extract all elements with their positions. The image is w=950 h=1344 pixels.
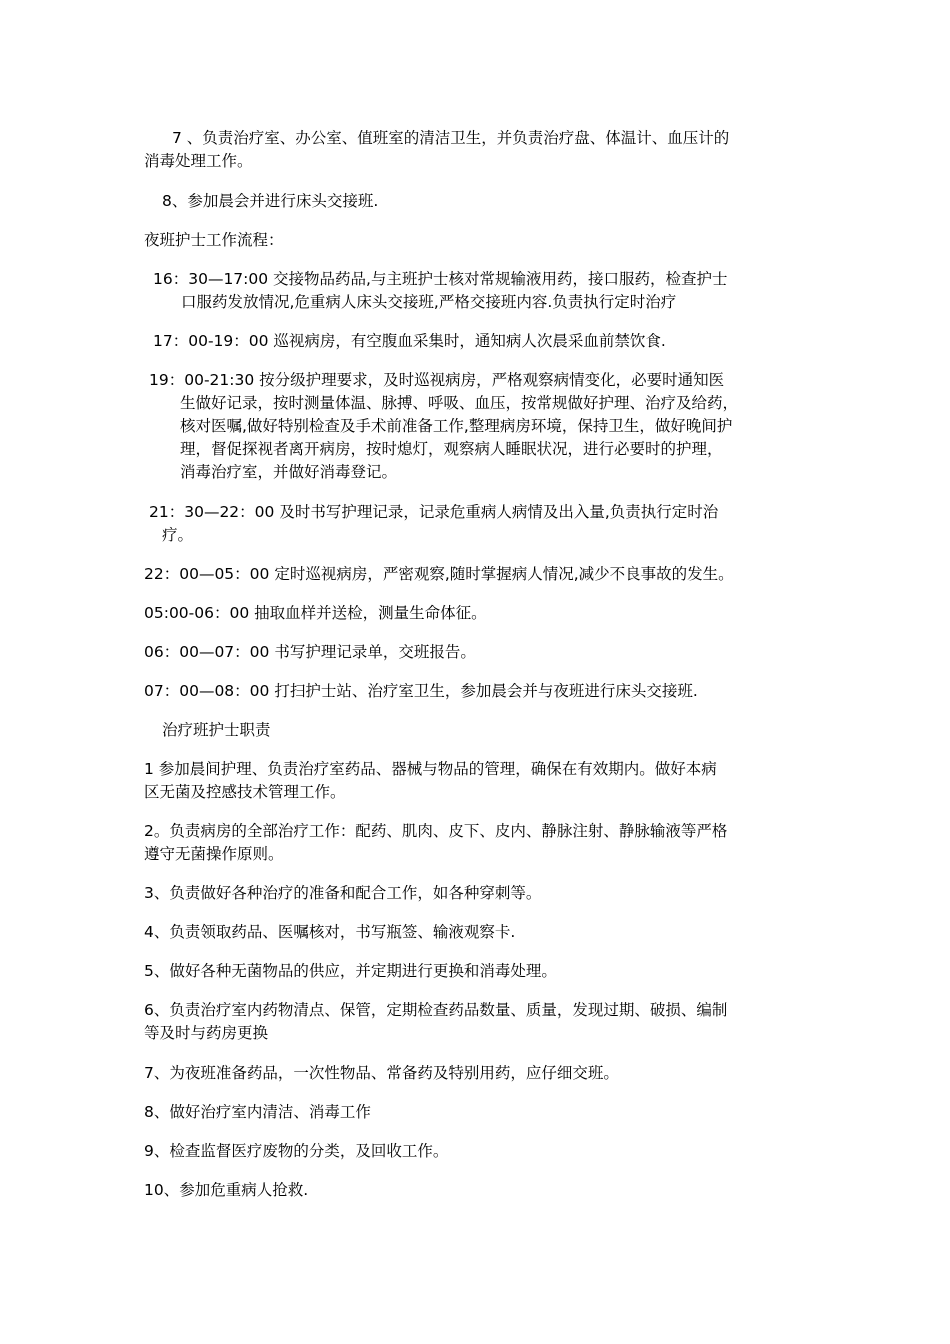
text-line: 06：00—07：00 书写护理记录单，交班报告。: [144, 643, 476, 661]
paragraph-1700-1900: [153, 330, 666, 353]
text-line: 理，督促探视者离开病房，按时熄灯，观察病人睡眠状况，进行必要时的护理，: [180, 440, 723, 458]
text-line: 07：00—08：00 打扫护士站、治疗室卫生，参加晨会并与夜班进行床头交接班.: [144, 682, 698, 700]
text-line: 21：30—22：00 及时书写护理记录，记录危重病人病情及出入量,负责执行定时治: [149, 503, 719, 521]
paragraph-duty-6: [144, 999, 727, 1045]
paragraph-1630-1700: [153, 268, 727, 314]
paragraph-duty-3: [144, 882, 541, 905]
paragraph-duty-2: [144, 820, 727, 866]
text-line: 夜班护士工作流程：: [144, 231, 284, 249]
text-line: 9、检查监督医疗废物的分类，及回收工作。: [144, 1142, 449, 1160]
paragraph-1900-2130: [149, 369, 738, 484]
paragraph-morning-meeting: [162, 190, 378, 213]
text-line: 区无菌及控感技术管理工作。: [144, 783, 346, 801]
text-line: 3、负责做好各种治疗的准备和配合工作，如各种穿刺等。: [144, 884, 542, 902]
paragraph-duty-5: [144, 960, 557, 983]
paragraph-cleaning-duty: [144, 127, 729, 173]
text-line: 遵守无菌操作原则。: [144, 845, 284, 863]
text-line: 口服药发放情况,危重病人床头交接班,严格交接班内容.负责执行定时治疗: [181, 293, 677, 311]
paragraph-duty-8: [144, 1101, 371, 1124]
text-line: 7 、负责治疗室、办公室、值班室的清洁卫生，并负责治疗盘、体温计、血压计的: [172, 129, 730, 147]
text-line: 核对医嘱,做好特别检查及手术前准备工作,整理病房环境，保持卫生，做好晚间护: [180, 417, 733, 435]
paragraph-0600-0700: [144, 641, 476, 664]
text-line: 生做好记录，按时测量体温、脉搏、呼吸、血压，按常规做好护理、治疗及给药，: [180, 394, 739, 412]
paragraph-2200-0500: [144, 563, 734, 586]
text-line: 2。负责病房的全部治疗工作：配药、肌肉、皮下、皮内、静脉注射、静脉输液等严格: [144, 822, 728, 840]
paragraph-duty-1: [144, 758, 717, 804]
section-heading-treatment-nurse: [162, 719, 271, 742]
text-line: 7、为夜班准备药品，一次性物品、常备药及特别用药，应仔细交班。: [144, 1064, 619, 1082]
paragraph-duty-10: [144, 1179, 308, 1202]
text-line: 疗。: [162, 526, 194, 544]
text-line: 4、负责领取药品、医嘱核对，书写瓶签、输液观察卡.: [144, 923, 516, 941]
text-line: 6、负责治疗室内药物清点、保管，定期检查药品数量、质量，发现过期、破损、编制: [144, 1001, 728, 1019]
text-line: 8、做好治疗室内清洁、消毒工作: [144, 1103, 371, 1121]
text-line: 16：30—17:00 交接物品药品,与主班护士核对常规输液用药，接口服药，检查护士: [153, 270, 728, 288]
text-line: 治疗班护士职责: [162, 721, 271, 739]
text-line: 5、做好各种无菌物品的供应，并定期进行更换和消毒处理。: [144, 962, 557, 980]
text-line: 05:00-06：00 抽取血样并送检，测量生命体征。: [144, 604, 487, 622]
text-line: 8、参加晨会并进行床头交接班.: [162, 192, 379, 210]
text-line: 等及时与药房更换: [144, 1024, 269, 1042]
text-line: 22：00—05：00 定时巡视病房，严密观察,随时掌握病人情况,减少不良事故的发生。: [144, 565, 734, 583]
paragraph-duty-7: [144, 1062, 619, 1085]
text-line: 19：00-21:30 按分级护理要求，及时巡视病房，严格观察病情变化，必要时通知医: [149, 371, 725, 389]
text-line: 消毒处理工作。: [144, 152, 253, 170]
paragraph-0700-0800: [144, 680, 698, 703]
section-heading-night-shift: [144, 229, 284, 252]
text-line: 10、参加危重病人抢救.: [144, 1181, 309, 1199]
text-line: 17：00-19：00 巡视病房，有空腹血采集时，通知病人次晨采血前禁饮食.: [153, 332, 666, 350]
text-line: 1 参加晨间护理、负责治疗室药品、器械与物品的管理，确保在有效期内。做好本病: [144, 760, 717, 778]
paragraph-duty-9: [144, 1140, 448, 1163]
paragraph-duty-4: [144, 921, 515, 944]
text-line: 消毒治疗室，并做好消毒登记。: [180, 463, 398, 481]
paragraph-0500-0600: [144, 602, 487, 625]
paragraph-2130-2200: [149, 501, 718, 547]
